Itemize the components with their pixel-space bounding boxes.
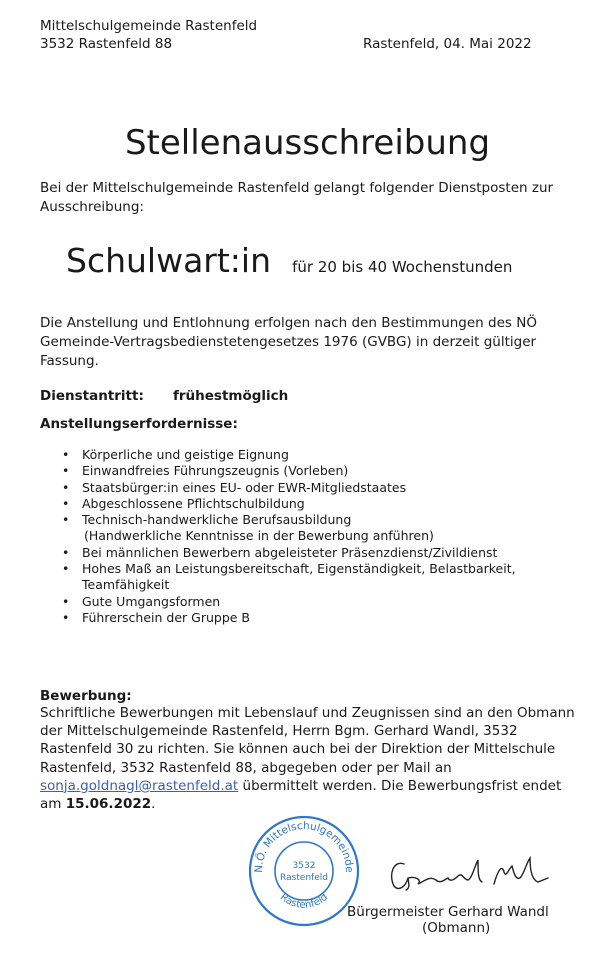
requirements-list <box>40 447 580 626</box>
stamp-postcode: 3532 <box>292 861 316 871</box>
intro-text: Bei der Mittelschulgemeinde Rastenfeld gelangt folgender Dienstposten zur Ausschreibung: <box>40 180 554 215</box>
application-heading: Bewerbung: <box>40 688 132 704</box>
requirement-text: Führerschein der Gruppe B <box>82 609 251 625</box>
requirement-text: Gute Umgangsformen <box>82 593 221 609</box>
requirement-text: Technisch-handwerkliche Berufsausbildung <box>82 512 352 528</box>
list-item <box>40 447 580 463</box>
requirement-text: Bei männlichen Bewerbern abgeleisteter Präsenzdienst/Zivildienst <box>82 544 498 560</box>
signatory-role: (Obmann) <box>422 920 491 936</box>
employment-terms: Die Anstellung und Entlohnung erfolgen nach den Bestimmungen des NÖ Gemeinde-Vertragsbedienstetengesetzes 1976 (GVBG) in derzeit gültiger Fassung. <box>40 315 537 369</box>
sender-address <box>40 17 257 53</box>
application-body: Schriftliche Bewerbungen mit Lebenslauf und Zeugnissen sind an den Obmann der Mittelschulgemeinde Rastenfeld, Herrn Bgm. Gerhard Wandl, 3532 Rastenfeld 30 zu richten. Sie können auch bei der Direktion der Mittelschule Rastenfeld, 3532 Rastenfeld 88, abgegeben oder per Mail an <box>40 705 575 776</box>
requirement-text: Staatsbürger:in eines EU- oder EWR-Mitgliedstaates <box>82 479 407 495</box>
list-item <box>40 610 580 626</box>
signature-last-name <box>494 858 548 884</box>
signature-first-name <box>392 860 482 890</box>
start-label: Dienstantritt: <box>40 388 144 404</box>
list-item <box>40 463 580 479</box>
stamp-inner-ring <box>275 842 333 900</box>
position-line <box>66 239 512 283</box>
application-body-end: übermittelt werden. Die Bewerbungsfrist endet am <box>40 777 562 813</box>
list-item <box>40 512 580 545</box>
requirement-text: Hohes Maß an Leistungsbereitschaft, Eigenständigkeit, Belastbarkeit, Teamfähigkeit <box>82 561 516 593</box>
position-title: Schulwart:in <box>66 241 272 280</box>
official-stamp <box>247 814 361 928</box>
document-date: Rastenfeld, 04. Mai 2022 <box>363 36 532 52</box>
application-end-punct: . <box>151 796 156 813</box>
list-item <box>40 480 580 496</box>
requirement-text: Körperliche und geistige Eignung <box>82 447 289 462</box>
requirement-text: Einwandfreies Führungszeugnis (Vorleben) <box>82 463 349 479</box>
stamp-town: Rastenfeld <box>280 873 328 883</box>
signatory-name: Bürgermeister Gerhard Wandl <box>347 904 549 920</box>
stamp-bottom-text: Rastenfeld <box>277 891 331 911</box>
sender-street: 3532 Rastenfeld 88 <box>40 36 173 52</box>
requirement-text: Abgeschlossene Pflichtschulbildung <box>82 495 305 511</box>
start-value: frühestmöglich <box>173 388 289 404</box>
requirements-heading: Anstellungserfordernisse: <box>40 416 238 432</box>
list-item <box>40 496 580 512</box>
page-title: Stellenausschreibung <box>124 123 491 163</box>
application-text <box>40 704 580 813</box>
application-deadline: 15.06.2022 <box>65 796 152 813</box>
email-link[interactable]: sonja.goldnagl@rastenfeld.at <box>40 777 239 794</box>
list-item <box>40 561 580 594</box>
list-item <box>40 594 580 610</box>
start-date-row <box>40 387 289 405</box>
handwritten-signature <box>382 850 552 898</box>
position-hours: für 20 bis 40 Wochenstunden <box>292 258 513 276</box>
stamp-ring-text: N.Ö. Mittelschulgemeinde <box>252 819 356 874</box>
sender-name: Mittelschulgemeinde Rastenfeld <box>40 18 258 34</box>
requirement-note: (Handwerkliche Kenntnisse in der Bewerbung anführen) <box>84 528 434 544</box>
list-item <box>40 545 580 561</box>
